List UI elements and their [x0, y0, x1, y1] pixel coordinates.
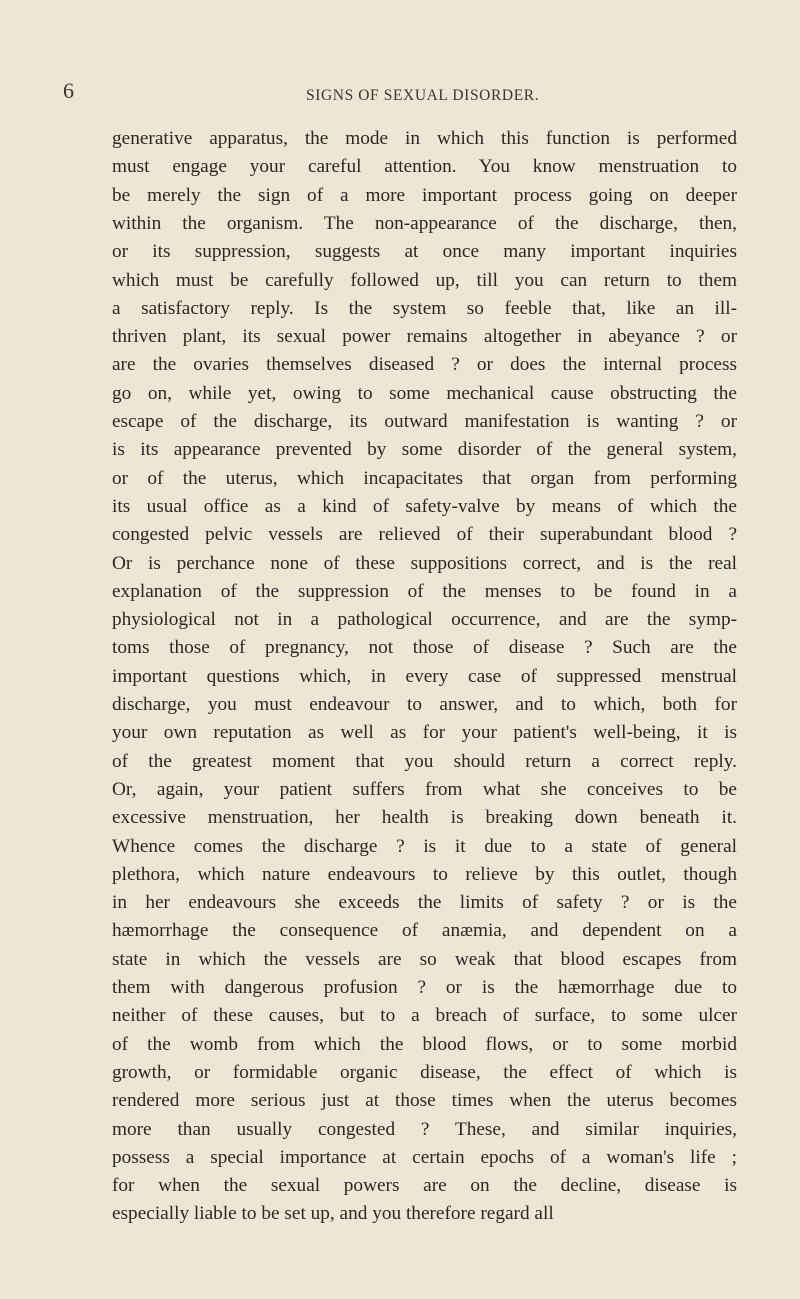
text-line: your own reputation as well as for your patient's well-being, it is	[112, 722, 737, 744]
text-line: Or is perchance none of these suppositions correct, and is the real	[112, 552, 737, 574]
text-line: especially liable to be set up, and you therefore regard all	[112, 1203, 554, 1225]
text-line: escape of the discharge, its outward manifestation is wanting ? or	[112, 411, 737, 432]
text-line: congested pelvic vessels are relieved of their superabundant blood ?	[112, 524, 737, 546]
text-line: which must be carefully followed up, till you can return to them	[112, 269, 737, 291]
text-line: must engage your careful attention. You know menstruation to	[112, 156, 737, 178]
page-number: 6	[63, 78, 74, 103]
text-line: in her endeavours she exceeds the limits of safety ? or is the	[112, 892, 737, 914]
text-line: of the greatest moment that you should return a correct reply.	[112, 750, 737, 772]
text-line: Whence comes the discharge ? is it due to a state of general	[112, 835, 737, 857]
text-line: thriven plant, its sexual power remains altogether in abeyance ? or	[112, 326, 737, 348]
text-line: be merely the sign of a more important process going on deeper	[112, 184, 737, 206]
text-line: is its appearance prevented by some disorder of the general system,	[112, 439, 737, 461]
text-line: explanation of the suppression of the menses to be found in a	[112, 580, 737, 602]
text-line: within the organism. The non-appearance of the discharge, then,	[112, 212, 737, 234]
text-line: plethora, which nature endeavours to relieve by this outlet, though	[112, 863, 737, 885]
text-line: physiological not in a pathological occurrence, and are the symp-	[112, 609, 737, 631]
text-line: neither of these causes, but to a breach of surface, to some ulcer	[112, 1005, 737, 1027]
text-line: generative apparatus, the mode in which this function is performed	[112, 128, 737, 149]
text-line: more than usually congested ? These, and similar inquiries,	[112, 1118, 737, 1140]
text-line: growth, or formidable organic disease, the effect of which is	[112, 1061, 737, 1083]
text-line: toms those of pregnancy, not those of disease ? Such are the	[112, 637, 737, 659]
text-line: or its suppression, suggests at once many important inquiries	[112, 241, 737, 263]
running-head	[0, 80, 800, 110]
text-line: possess a special importance at certain epochs of a woman's life ;	[112, 1146, 737, 1168]
text-line: go on, while yet, owing to some mechanical cause obstructing the	[112, 382, 737, 404]
text-line: its usual office as a kind of safety-valve by means of which the	[112, 495, 737, 517]
text-line: hæmorrhage the consequence of anæmia, and dependent on a	[112, 920, 737, 942]
text-line: rendered more serious just at those times when the uterus becomes	[112, 1090, 737, 1112]
text-line: important questions which, in every case of suppressed menstrual	[112, 665, 737, 687]
text-line: discharge, you must endeavour to answer, and to which, both for	[112, 694, 737, 715]
text-line: state in which the vessels are so weak that blood escapes from	[112, 948, 737, 970]
text-line: them with dangerous profusion ? or is the hæmorrhage due to	[112, 977, 737, 998]
text-line: for when the sexual powers are on the decline, disease is	[112, 1175, 737, 1197]
text-line: are the ovaries themselves diseased ? or does the internal process	[112, 354, 737, 376]
running-title: SIGNS OF SEXUAL DISORDER.	[306, 87, 540, 104]
text-line: Or, again, your patient suffers from what she conceives to be	[112, 778, 737, 800]
text-line: excessive menstruation, her health is breaking down beneath it.	[112, 807, 737, 829]
text-line: of the womb from which the blood flows, or to some morbid	[112, 1033, 737, 1055]
text-line: a satisfactory reply. Is the system so feeble that, like an ill-	[112, 297, 737, 319]
text-line: or of the uterus, which incapacitates that organ from performing	[112, 467, 737, 489]
